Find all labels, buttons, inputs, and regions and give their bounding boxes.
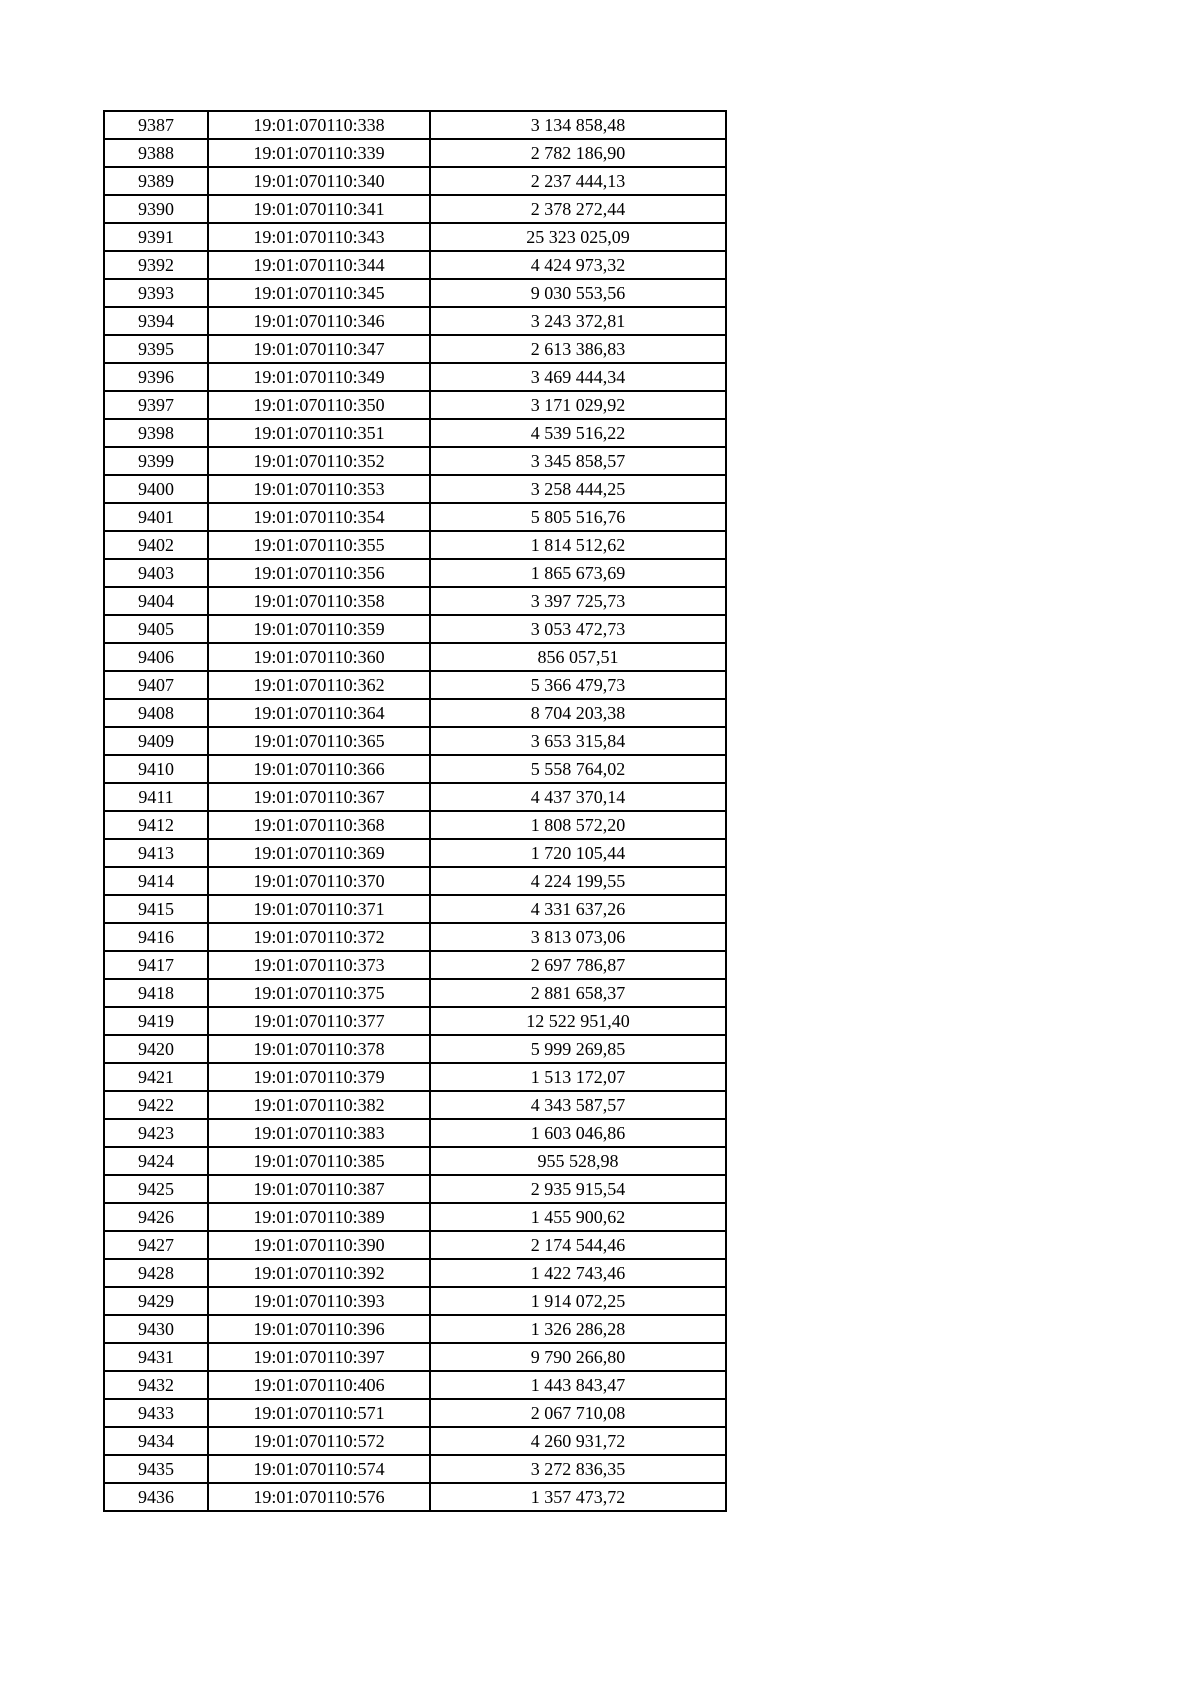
table-row [104, 783, 726, 811]
row-number-cell: 9426 [104, 1203, 208, 1231]
table-row [104, 671, 726, 699]
cadastral-value-cell: 1 326 286,28 [430, 1315, 726, 1343]
cadastral-value-cell: 2 613 386,83 [430, 335, 726, 363]
row-number-cell: 9436 [104, 1483, 208, 1511]
table-row [104, 335, 726, 363]
row-number-cell: 9411 [104, 783, 208, 811]
cadastral-number-cell: 19:01:070110:390 [208, 1231, 430, 1259]
table-row [104, 531, 726, 559]
cadastral-value-cell: 9 030 553,56 [430, 279, 726, 307]
cadastral-value-cell: 2 237 444,13 [430, 167, 726, 195]
row-number-cell: 9415 [104, 895, 208, 923]
row-number-cell: 9393 [104, 279, 208, 307]
cadastral-number-cell: 19:01:070110:366 [208, 755, 430, 783]
table-row [104, 699, 726, 727]
row-number-cell: 9417 [104, 951, 208, 979]
table-row [104, 1175, 726, 1203]
cadastral-value-cell: 856 057,51 [430, 643, 726, 671]
cadastral-number-cell: 19:01:070110:392 [208, 1259, 430, 1287]
cadastral-number-cell: 19:01:070110:364 [208, 699, 430, 727]
cadastral-value-cell: 3 653 315,84 [430, 727, 726, 755]
table-row [104, 1119, 726, 1147]
table-row [104, 1007, 726, 1035]
cadastral-value-cell: 2 881 658,37 [430, 979, 726, 1007]
cadastral-number-cell: 19:01:070110:396 [208, 1315, 430, 1343]
table-row [104, 643, 726, 671]
table-row [104, 951, 726, 979]
row-number-cell: 9395 [104, 335, 208, 363]
table-row [104, 1147, 726, 1175]
table-row [104, 167, 726, 195]
cadastral-value-cell: 3 813 073,06 [430, 923, 726, 951]
cadastral-number-cell: 19:01:070110:377 [208, 1007, 430, 1035]
row-number-cell: 9406 [104, 643, 208, 671]
cadastral-value-cell: 1 603 046,86 [430, 1119, 726, 1147]
table-row [104, 839, 726, 867]
cadastral-value-cell: 8 704 203,38 [430, 699, 726, 727]
cadastral-value-cell: 1 422 743,46 [430, 1259, 726, 1287]
table-row [104, 475, 726, 503]
table-row [104, 895, 726, 923]
table-row [104, 1427, 726, 1455]
cadastral-number-cell: 19:01:070110:383 [208, 1119, 430, 1147]
table-row [104, 251, 726, 279]
cadastral-value-cell: 3 397 725,73 [430, 587, 726, 615]
cadastral-value-cell: 4 260 931,72 [430, 1427, 726, 1455]
table-row [104, 1343, 726, 1371]
row-number-cell: 9396 [104, 363, 208, 391]
table-row [104, 1231, 726, 1259]
row-number-cell: 9398 [104, 419, 208, 447]
cadastral-number-cell: 19:01:070110:352 [208, 447, 430, 475]
row-number-cell: 9392 [104, 251, 208, 279]
table-row [104, 419, 726, 447]
table-row [104, 447, 726, 475]
table-row [104, 1063, 726, 1091]
row-number-cell: 9391 [104, 223, 208, 251]
row-number-cell: 9419 [104, 1007, 208, 1035]
cadastral-number-cell: 19:01:070110:343 [208, 223, 430, 251]
row-number-cell: 9401 [104, 503, 208, 531]
table-row [104, 1371, 726, 1399]
row-number-cell: 9429 [104, 1287, 208, 1315]
row-number-cell: 9428 [104, 1259, 208, 1287]
row-number-cell: 9424 [104, 1147, 208, 1175]
row-number-cell: 9413 [104, 839, 208, 867]
cadastral-value-cell: 1 513 172,07 [430, 1063, 726, 1091]
table-row [104, 559, 726, 587]
cadastral-number-cell: 19:01:070110:576 [208, 1483, 430, 1511]
table-row [104, 1399, 726, 1427]
table-row [104, 363, 726, 391]
cadastral-number-cell: 19:01:070110:367 [208, 783, 430, 811]
table-row [104, 279, 726, 307]
cadastral-number-cell: 19:01:070110:354 [208, 503, 430, 531]
cadastral-number-cell: 19:01:070110:389 [208, 1203, 430, 1231]
cadastral-value-cell: 5 366 479,73 [430, 671, 726, 699]
row-number-cell: 9432 [104, 1371, 208, 1399]
table-row [104, 223, 726, 251]
table-row [104, 195, 726, 223]
cadastral-number-cell: 19:01:070110:382 [208, 1091, 430, 1119]
row-number-cell: 9403 [104, 559, 208, 587]
cadastral-number-cell: 19:01:070110:375 [208, 979, 430, 1007]
cadastral-value-cell: 3 053 472,73 [430, 615, 726, 643]
cadastral-value-cell: 9 790 266,80 [430, 1343, 726, 1371]
row-number-cell: 9407 [104, 671, 208, 699]
table-row [104, 111, 726, 139]
row-number-cell: 9431 [104, 1343, 208, 1371]
cadastral-value-cell: 2 935 915,54 [430, 1175, 726, 1203]
row-number-cell: 9422 [104, 1091, 208, 1119]
row-number-cell: 9390 [104, 195, 208, 223]
cadastral-number-cell: 19:01:070110:349 [208, 363, 430, 391]
cadastral-number-cell: 19:01:070110:572 [208, 1427, 430, 1455]
row-number-cell: 9425 [104, 1175, 208, 1203]
cadastral-number-cell: 19:01:070110:406 [208, 1371, 430, 1399]
cadastral-value-cell: 955 528,98 [430, 1147, 726, 1175]
cadastral-value-cell: 1 814 512,62 [430, 531, 726, 559]
cadastral-number-cell: 19:01:070110:571 [208, 1399, 430, 1427]
table-row [104, 1035, 726, 1063]
row-number-cell: 9420 [104, 1035, 208, 1063]
row-number-cell: 9388 [104, 139, 208, 167]
cadastral-value-cell: 2 174 544,46 [430, 1231, 726, 1259]
cadastral-value-cell: 4 424 973,32 [430, 251, 726, 279]
cadastral-value-cell: 5 805 516,76 [430, 503, 726, 531]
cadastral-number-cell: 19:01:070110:347 [208, 335, 430, 363]
cadastral-number-cell: 19:01:070110:351 [208, 419, 430, 447]
table-row [104, 1483, 726, 1511]
cadastral-value-cell: 3 171 029,92 [430, 391, 726, 419]
cadastral-number-cell: 19:01:070110:346 [208, 307, 430, 335]
cadastral-number-cell: 19:01:070110:339 [208, 139, 430, 167]
cadastral-value-cell: 5 999 269,85 [430, 1035, 726, 1063]
cadastral-value-cell: 3 469 444,34 [430, 363, 726, 391]
row-number-cell: 9434 [104, 1427, 208, 1455]
row-number-cell: 9399 [104, 447, 208, 475]
table-row [104, 1203, 726, 1231]
row-number-cell: 9412 [104, 811, 208, 839]
cadastral-value-cell: 3 272 836,35 [430, 1455, 726, 1483]
cadastral-number-cell: 19:01:070110:385 [208, 1147, 430, 1175]
table-row [104, 615, 726, 643]
cadastral-value-cell: 1 720 105,44 [430, 839, 726, 867]
row-number-cell: 9405 [104, 615, 208, 643]
cadastral-value-cell: 12 522 951,40 [430, 1007, 726, 1035]
row-number-cell: 9427 [104, 1231, 208, 1259]
row-number-cell: 9410 [104, 755, 208, 783]
cadastral-value-cell: 3 345 858,57 [430, 447, 726, 475]
cadastral-number-cell: 19:01:070110:365 [208, 727, 430, 755]
cadastral-value-cell: 3 243 372,81 [430, 307, 726, 335]
cadastral-value-cell: 1 808 572,20 [430, 811, 726, 839]
cadastral-number-cell: 19:01:070110:356 [208, 559, 430, 587]
row-number-cell: 9414 [104, 867, 208, 895]
row-number-cell: 9402 [104, 531, 208, 559]
row-number-cell: 9404 [104, 587, 208, 615]
row-number-cell: 9435 [104, 1455, 208, 1483]
cadastral-value-cell: 2 782 186,90 [430, 139, 726, 167]
cadastral-number-cell: 19:01:070110:353 [208, 475, 430, 503]
table-row [104, 979, 726, 1007]
row-number-cell: 9408 [104, 699, 208, 727]
cadastral-number-cell: 19:01:070110:360 [208, 643, 430, 671]
cadastral-number-cell: 19:01:070110:350 [208, 391, 430, 419]
cadastral-number-cell: 19:01:070110:341 [208, 195, 430, 223]
cadastral-number-cell: 19:01:070110:358 [208, 587, 430, 615]
table-row [104, 1287, 726, 1315]
table-row [104, 923, 726, 951]
row-number-cell: 9433 [104, 1399, 208, 1427]
cadastral-value-table [103, 110, 727, 1512]
row-number-cell: 9416 [104, 923, 208, 951]
table-row [104, 307, 726, 335]
cadastral-number-cell: 19:01:070110:338 [208, 111, 430, 139]
cadastral-number-cell: 19:01:070110:373 [208, 951, 430, 979]
cadastral-value-cell: 1 455 900,62 [430, 1203, 726, 1231]
row-number-cell: 9418 [104, 979, 208, 1007]
table-row [104, 727, 726, 755]
cadastral-value-cell: 1 914 072,25 [430, 1287, 726, 1315]
cadastral-number-cell: 19:01:070110:368 [208, 811, 430, 839]
cadastral-value-cell: 4 343 587,57 [430, 1091, 726, 1119]
cadastral-number-cell: 19:01:070110:397 [208, 1343, 430, 1371]
cadastral-number-cell: 19:01:070110:355 [208, 531, 430, 559]
cadastral-value-cell: 1 443 843,47 [430, 1371, 726, 1399]
cadastral-number-cell: 19:01:070110:369 [208, 839, 430, 867]
cadastral-number-cell: 19:01:070110:574 [208, 1455, 430, 1483]
row-number-cell: 9409 [104, 727, 208, 755]
cadastral-number-cell: 19:01:070110:362 [208, 671, 430, 699]
cadastral-number-cell: 19:01:070110:379 [208, 1063, 430, 1091]
cadastral-number-cell: 19:01:070110:370 [208, 867, 430, 895]
table-row [104, 1259, 726, 1287]
table-row [104, 587, 726, 615]
row-number-cell: 9400 [104, 475, 208, 503]
row-number-cell: 9387 [104, 111, 208, 139]
row-number-cell: 9394 [104, 307, 208, 335]
table-row [104, 139, 726, 167]
cadastral-value-cell: 1 865 673,69 [430, 559, 726, 587]
table-row [104, 1091, 726, 1119]
cadastral-number-cell: 19:01:070110:344 [208, 251, 430, 279]
cadastral-value-cell: 3 258 444,25 [430, 475, 726, 503]
cadastral-value-cell: 4 331 637,26 [430, 895, 726, 923]
cadastral-value-cell: 1 357 473,72 [430, 1483, 726, 1511]
table-row [104, 391, 726, 419]
cadastral-number-cell: 19:01:070110:378 [208, 1035, 430, 1063]
cadastral-number-cell: 19:01:070110:372 [208, 923, 430, 951]
cadastral-value-cell: 4 437 370,14 [430, 783, 726, 811]
cadastral-value-cell: 4 224 199,55 [430, 867, 726, 895]
row-number-cell: 9397 [104, 391, 208, 419]
row-number-cell: 9421 [104, 1063, 208, 1091]
cadastral-number-cell: 19:01:070110:387 [208, 1175, 430, 1203]
cadastral-value-cell: 4 539 516,22 [430, 419, 726, 447]
cadastral-value-cell: 5 558 764,02 [430, 755, 726, 783]
cadastral-number-cell: 19:01:070110:340 [208, 167, 430, 195]
table-row [104, 1455, 726, 1483]
cadastral-value-cell: 3 134 858,48 [430, 111, 726, 139]
table-row [104, 503, 726, 531]
table-row [104, 1315, 726, 1343]
row-number-cell: 9423 [104, 1119, 208, 1147]
cadastral-number-cell: 19:01:070110:359 [208, 615, 430, 643]
cadastral-value-cell: 2 697 786,87 [430, 951, 726, 979]
cadastral-value-cell: 2 378 272,44 [430, 195, 726, 223]
row-number-cell: 9430 [104, 1315, 208, 1343]
cadastral-number-cell: 19:01:070110:393 [208, 1287, 430, 1315]
row-number-cell: 9389 [104, 167, 208, 195]
cadastral-value-cell: 2 067 710,08 [430, 1399, 726, 1427]
table-row [104, 755, 726, 783]
table-row [104, 867, 726, 895]
table-row [104, 811, 726, 839]
cadastral-value-cell: 25 323 025,09 [430, 223, 726, 251]
cadastral-number-cell: 19:01:070110:371 [208, 895, 430, 923]
cadastral-number-cell: 19:01:070110:345 [208, 279, 430, 307]
table-body [104, 111, 726, 1511]
